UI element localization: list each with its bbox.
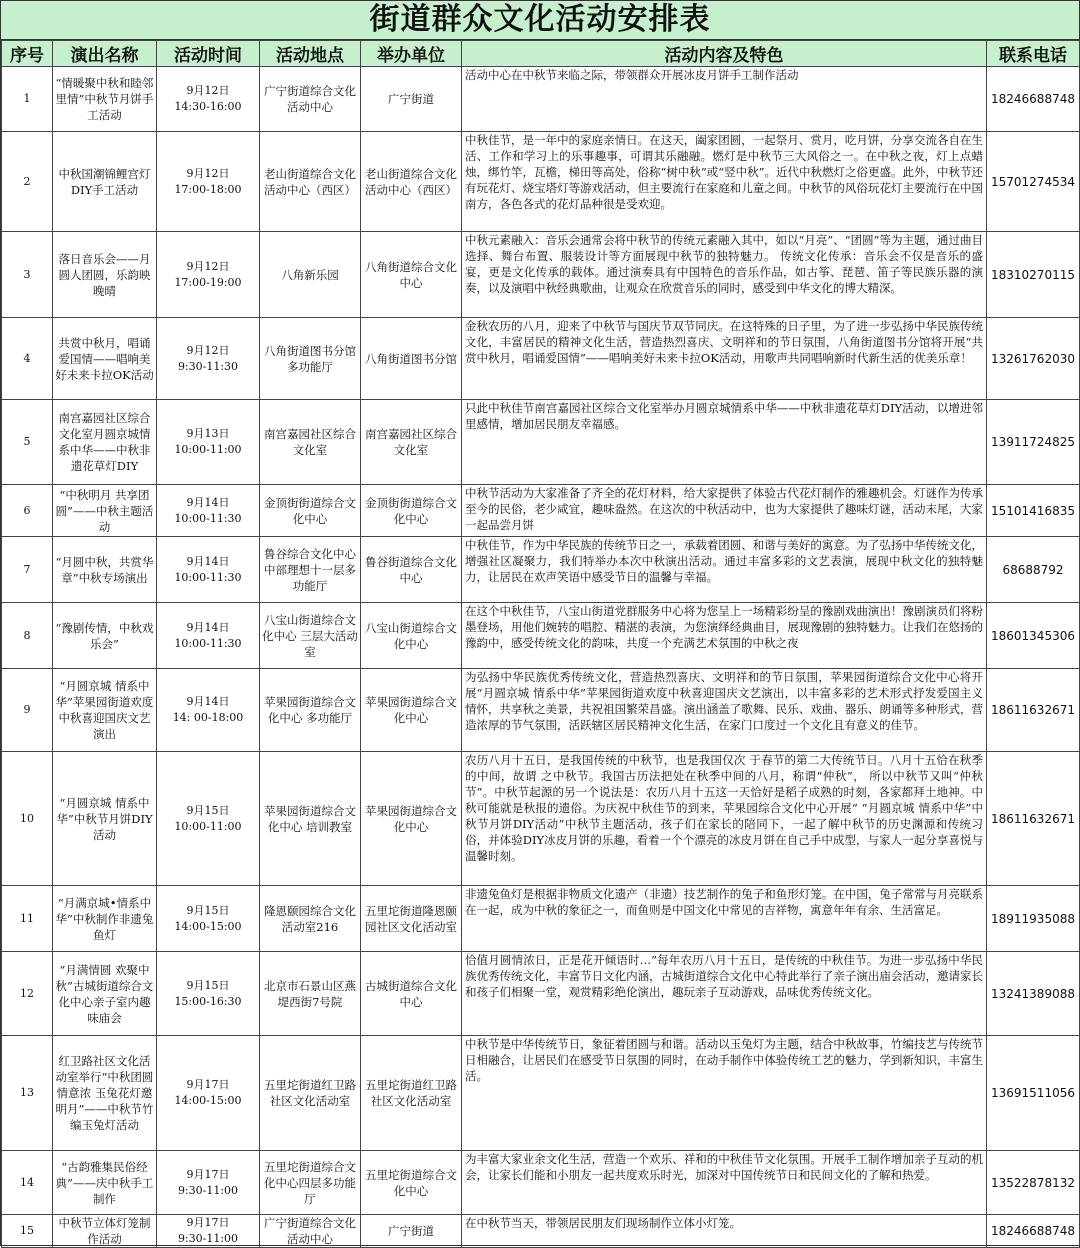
- event-date: 9月14日: [186, 620, 230, 634]
- event-date: 9月12日: [186, 259, 230, 273]
- contact-phone: 13522878132: [987, 1151, 1080, 1215]
- event-date: 9月13日: [186, 427, 230, 440]
- event-time: [157, 132, 260, 232]
- event-place: 鲁谷综合文化中心中部理想十一层多功能厅: [260, 537, 361, 603]
- row-number: 8: [2, 603, 53, 669]
- event-time: [157, 67, 260, 132]
- event-name: 落日音乐会——月圆人团圆，乐韵映晚晴: [53, 232, 157, 318]
- event-description: 非遗兔鱼灯是根据非物质文化遗产（非遗）技艺制作的兔子和鱼形灯笼。在中国，兔子常常与月亮联系在一起，成为中秋的象征之一，而鱼则是中国文化中常见的吉祥物，寓意年年有余、生活富足。: [462, 886, 987, 952]
- event-organizer: 南宫嘉园社区综合文化室: [361, 400, 462, 485]
- row-number: 4: [2, 318, 53, 400]
- event-place: 八角新乐园: [260, 232, 361, 318]
- header-name: 演出名称: [53, 41, 157, 67]
- event-name: “月圆中秋，共赏华章”中秋专场演出: [53, 537, 157, 603]
- sheet-title: 街道群众文化活动安排表: [1, 1, 1079, 40]
- contact-phone: 18246688748: [987, 67, 1080, 132]
- event-date: 9月17日: [186, 1216, 230, 1229]
- event-hours: 14:00-15:00: [174, 919, 242, 933]
- row-number: 3: [2, 232, 53, 318]
- event-time: [157, 537, 260, 603]
- event-hours: 9:30-11:00: [177, 1232, 239, 1245]
- event-organizer: 苹果园街道综合文化中心: [361, 669, 462, 752]
- event-organizer: 八角街道综合文化中心: [361, 232, 462, 318]
- contact-phone: 18611632671: [987, 669, 1080, 752]
- event-name: “月满情圆 欢聚中秋”古城街道综合文化中心亲子室内趣味庙会: [53, 952, 157, 1036]
- event-place: 南宫嘉园社区综合文化室: [260, 400, 361, 485]
- table-row: [2, 1151, 1080, 1215]
- event-description: 恰值月圆情浓日，正是花开倾语时…”每年农历八月十五日，是传统的中秋佳节。为进一步弘扬中华民族优秀传统文化，丰富节日文化内涵，古城街道综合文化中心特此举行了亲子演出庙会活动，邀请家长和孩子们相聚一堂，观赏精彩绝伦演出，趣玩亲子互动游戏，品味优秀传统文化。: [462, 952, 987, 1036]
- header-desc: 活动内容及特色: [462, 41, 987, 67]
- row-number: 9: [2, 669, 53, 752]
- event-hours: 10:00-11:30: [174, 636, 242, 650]
- event-place: 老山街道综合文化活动中心（西区）: [260, 132, 361, 232]
- event-description: 活动中心在中秋节来临之际，带领群众开展冰皮月饼手工制作活动: [462, 67, 987, 132]
- contact-phone: 68688792: [987, 537, 1080, 603]
- event-organizer: 广宁街道: [361, 1215, 462, 1248]
- event-date: 9月15日: [186, 803, 230, 817]
- table-row: [2, 669, 1080, 752]
- event-hours: 10:00-11:00: [174, 819, 242, 833]
- table-row: [2, 1215, 1080, 1248]
- row-number: 6: [2, 485, 53, 537]
- row-number: 11: [2, 886, 53, 952]
- event-hours: 14:30-16:00: [174, 100, 242, 113]
- event-name: 南宫嘉园社区综合文化室月圆京城情系中华——中秋非遗花草灯DIY: [53, 400, 157, 485]
- event-date: 9月15日: [186, 978, 230, 992]
- table-row: [2, 952, 1080, 1036]
- event-place: 金顶街街道综合文化中心: [260, 485, 361, 537]
- row-number: 10: [2, 752, 53, 886]
- event-description: 金秋农历的八月，迎来了中秋节与国庆节双节同庆。在这特殊的日子里，为了进一步弘扬中华民族传统文化，丰富居民的精神文化生活，营造热烈喜庆、文明祥和的节日氛围，八角街道图书分馆将开展“共赏中秋月，唱诵爱国情”——唱响美好未来卡拉OK活动，用歌声共同唱响新时代新生活的优美乐章！: [462, 318, 987, 400]
- contact-phone: 18246688748: [987, 1215, 1080, 1248]
- table-row: [2, 752, 1080, 886]
- event-hours: 9:30-11:00: [177, 1183, 239, 1197]
- event-description: 中秋元素融入：音乐会通常会将中秋节的传统元素融入其中，如以“月亮”、“团圆”等为主题，通过曲目选择、舞台布置、服装设计等方面展现中秋节的独特魅力。 传统文化传承：音乐会不仅是音乐的盛宴，更是文化传承的载体。通过演奏具有中国特色的音乐作品，如古筝、琵琶、笛子等民族乐器的演奏，以及演唱中秋经典歌曲，让观众在欣赏音乐的同时，感受到中华文化的博大精深。: [462, 232, 987, 318]
- table-row: [2, 318, 1080, 400]
- event-organizer: 苹果园街道综合文化中心: [361, 752, 462, 886]
- contact-phone: 13911724825: [987, 400, 1080, 485]
- table-row: [2, 537, 1080, 603]
- event-organizer: 古城街道综合文化中心: [361, 952, 462, 1036]
- header-tel: 联系电话: [987, 41, 1080, 67]
- event-description: 中秋节活动为大家准备了齐全的花灯材料，给大家提供了体验古代花灯制作的雅趣机会。灯谜作为传承至今的民俗，老少咸宜，趣味盎然。在这次的中秋活动中，也为大家提供了趣味灯谜，活动末尾，大家一起品尝月饼: [462, 485, 987, 537]
- event-time: [157, 603, 260, 669]
- table-row: [2, 132, 1080, 232]
- header-no: 序号: [2, 41, 53, 67]
- event-organizer: 八宝山街道综合文化中心: [361, 603, 462, 669]
- table-row: [2, 603, 1080, 669]
- event-name: 中秋节立体灯笼制作活动: [53, 1215, 157, 1248]
- table-row: [2, 485, 1080, 537]
- event-organizer: 五里坨街道红卫路社区文化活动室: [361, 1036, 462, 1151]
- event-time: [157, 669, 260, 752]
- event-description: 在这个中秋佳节，八宝山街道党群服务中心将为您呈上一场精彩纷呈的豫剧戏曲演出！豫剧演员们将粉墨登场，用他们婉转的唱腔、精湛的表演，为您演绎经典曲目，展现豫剧的独特魅力。让我们在悠扬的豫韵中，感受传统文化的韵味，共度一个充满艺术氛围的中秋之夜: [462, 603, 987, 669]
- event-place: 苹果园街道综合文化中心 多功能厅: [260, 669, 361, 752]
- row-number: 7: [2, 537, 53, 603]
- event-place: 五里坨街道综合文化中心四层多功能厅: [260, 1151, 361, 1215]
- event-place: 北京市石景山区燕堤西街7号院: [260, 952, 361, 1036]
- event-hours: 10:00-11:30: [174, 570, 242, 584]
- contact-phone: 15101416835: [987, 485, 1080, 537]
- event-date: 9月14日: [186, 695, 230, 708]
- contact-phone: 18611632671: [987, 752, 1080, 886]
- contact-phone: 13241389088: [987, 952, 1080, 1036]
- table-row: [2, 67, 1080, 132]
- event-description: 农历八月十五日，是我国传统的中秋节，也是我国仅次 于春节的第二大传统节日。八月十五恰在秋季的中间，故谓 之中秋节。我国古历法把处在秋季中间的八月，称谓“仲秋”， 所以中秋节又叫“仲秋节”。中秋节起源的另一个说法是：农历八月十五这一天恰好是稻子成熟的时刻，各家都拜土地神。中秋可能就是秋报的遗俗。为庆祝中秋佳节的到来，苹果园综合文化中心开展“ “月圆京城 情系中华”中秋节月饼DIY活动”中秋节主题活动，孩子们在家长的陪同下，一起了解中秋节的历史渊源和传统习俗，并体验DIY冰皮月饼的乐趣，看着一个个漂亮的冰皮月饼在自己手中成型，与家人一起分享喜悦与温馨时刻。: [462, 752, 987, 886]
- event-description: 只此中秋佳节南宫嘉园社区综合文化室举办月圆京城情系中华——中秋非遗花草灯DIY活动，以增进邻里感情，增加居民朋友幸福感。: [462, 400, 987, 485]
- event-time: [157, 1151, 260, 1215]
- event-hours: 15:00-16:30: [174, 994, 242, 1008]
- contact-phone: 15701274534: [987, 132, 1080, 232]
- contact-phone: 18911935088: [987, 886, 1080, 952]
- event-organizer: 老山街道综合文化活动中心（西区）: [361, 132, 462, 232]
- event-place: 八角街道图书分馆 多功能厅: [260, 318, 361, 400]
- row-number: 2: [2, 132, 53, 232]
- schedule-table: [1, 40, 1080, 1248]
- event-time: [157, 232, 260, 318]
- event-organizer: 五里坨街道综合文化中心: [361, 1151, 462, 1215]
- event-date: 9月12日: [186, 343, 230, 357]
- event-place: 广宁街道综合文化活动中心: [260, 1215, 361, 1248]
- event-description: 为弘扬中华民族优秀传统文化，营造热烈喜庆、文明祥和的节日氛围，苹果园街道综合文化中心将开展“月圆京城 情系中华”苹果园街道欢度中秋喜迎国庆文艺演出，以丰富多彩的艺术形式抒发爱国主义情怀，共享秋之美景，共祝祖国繁荣昌盛。演出涵盖了歌舞、民乐、戏曲、器乐、朗诵等多种形式，营造浓厚的节气氛围，活跃辖区居民精神文化生活，在家门口度过一个文化且有意义的佳节。: [462, 669, 987, 752]
- event-description: 为丰富大家业余文化生活，营造一个欢乐、祥和的中秋佳节文化氛围。开展手工制作增加亲子互动的机会，让家长们能和小朋友一起共度欢乐时光，加深对中国传统节日和民间文化的了解和热爱。: [462, 1151, 987, 1215]
- event-name: 红卫路社区文化活动室举行“中秋团圆情意浓 玉兔花灯邀明月”——中秋节竹编玉兔灯活动: [53, 1036, 157, 1151]
- event-organizer: 金顶街街道综合文化中心: [361, 485, 462, 537]
- event-place: 八宝山街道综合文化中心 三层大活动室: [260, 603, 361, 669]
- event-place: 苹果园街道综合文化中心 培训教室: [260, 752, 361, 886]
- event-name: “情暖聚中秋和睦邻里情”中秋节月饼手工活动: [53, 67, 157, 132]
- event-place: 五里坨街道红卫路社区文化活动室: [260, 1036, 361, 1151]
- event-time: [157, 485, 260, 537]
- event-time: [157, 318, 260, 400]
- table-row: [2, 400, 1080, 485]
- event-date: 9月12日: [186, 166, 230, 180]
- event-date: 9月12日: [186, 84, 230, 97]
- event-organizer: 广宁街道: [361, 67, 462, 132]
- event-description: 中秋佳节，作为中华民族的传统节日之一，承载着团圆、和谐与美好的寓意。为了弘扬中华传统文化，增强社区凝聚力，我们特举办本次中秋演出活动。通过丰富多彩的文艺表演，展现中秋文化的独特魅力，让居民在欢声笑语中感受节日的温馨与幸福。: [462, 537, 987, 603]
- contact-phone: 13691511056: [987, 1036, 1080, 1151]
- event-name: “豫剧传情，中秋戏乐会”: [53, 603, 157, 669]
- row-number: 1: [2, 67, 53, 132]
- table-body: [2, 67, 1080, 1248]
- event-organizer: 鲁谷街道综合文化中心: [361, 537, 462, 603]
- table-row: [2, 886, 1080, 952]
- table-row: [2, 232, 1080, 318]
- event-name: “中秋明月 共享团圆”——中秋主题活动: [53, 485, 157, 537]
- header-row: [2, 41, 1080, 67]
- contact-phone: 18601345306: [987, 603, 1080, 669]
- event-hours: 17:00-18:00: [174, 182, 242, 196]
- event-hours: 9:30-11:30: [177, 359, 239, 373]
- event-date: 9月17日: [186, 1167, 230, 1181]
- row-number: 5: [2, 400, 53, 485]
- row-number: 14: [2, 1151, 53, 1215]
- event-time: [157, 952, 260, 1036]
- table-row: [2, 1036, 1080, 1151]
- event-description: 中秋佳节，是一年中的家庭亲情日。在这天，阖家团圆，一起祭月、赏月，吃月饼，分享交流各自在生活、工作和学习上的乐事趣事，可谓其乐融融。燃灯是中秋节三大风俗之一。在中秋之夜，灯上点蜡烛，绑竹竿，瓦檐，梯田等高处，俗称“树中秋”或“竖中秋”。近代中秋燃灯之俗更盛。此外，中秋节还有玩花灯、烧宝塔灯等游戏活动，但主要流行在家庭和儿童之间。中秋节的风俗玩花灯主要流行在中国南方，各色各式的花灯品种很是受欢迎。: [462, 132, 987, 232]
- event-place: 隆恩颐园综合文化活动室216: [260, 886, 361, 952]
- event-date: 9月14日: [186, 554, 230, 568]
- header-place: 活动地点: [260, 41, 361, 67]
- event-name: “月满京城•情系中华”中秋制作非遗兔鱼灯: [53, 886, 157, 952]
- event-hours: 10:00-11:30: [174, 511, 242, 525]
- event-date: 9月17日: [186, 1078, 230, 1091]
- event-time: [157, 1215, 260, 1248]
- event-name: “古韵雅集民俗经典”——庆中秋手工制作: [53, 1151, 157, 1215]
- event-description: 在中秋节当天，带领居民朋友们现场制作立体小灯笼。: [462, 1215, 987, 1248]
- event-name: 共赏中秋月，唱诵爱国情——唱响美好未来卡拉OK活动: [53, 318, 157, 400]
- event-time: [157, 886, 260, 952]
- event-place: 广宁街道综合文化活动中心: [260, 67, 361, 132]
- event-name: “月圆京城 情系中华”苹果园街道欢度中秋喜迎国庆文艺演出: [53, 669, 157, 752]
- event-description: 中秋节是中华传统节日，象征着团圆与和谐。活动以玉兔灯为主题，结合中秋故事，竹编技艺与传统节日相融合，让居民们在感受节日氛围的同时，在动手制作中体验传统工艺的魅力，学到新知识，丰富生活。: [462, 1036, 987, 1151]
- contact-phone: 13261762030: [987, 318, 1080, 400]
- event-time: [157, 400, 260, 485]
- event-time: [157, 1036, 260, 1151]
- row-number: 13: [2, 1036, 53, 1151]
- header-time: 活动时间: [157, 41, 260, 67]
- event-time: [157, 752, 260, 886]
- event-hours: 14:00-15:00: [174, 1094, 242, 1107]
- header-org: 举办单位: [361, 41, 462, 67]
- event-organizer: 八角街道图书分馆: [361, 318, 462, 400]
- row-number: 12: [2, 952, 53, 1036]
- event-date: 9月15日: [186, 903, 230, 917]
- contact-phone: 18310270115: [987, 232, 1080, 318]
- event-hours: 10:00-11:00: [174, 443, 242, 456]
- event-name: 中秋国潮锦鲤宫灯DIY手工活动: [53, 132, 157, 232]
- row-number: 15: [2, 1215, 53, 1248]
- event-organizer: 五里坨街道隆恩颐园社区文化活动室: [361, 886, 462, 952]
- event-date: 9月14日: [186, 495, 230, 509]
- event-name: “月圆京城 情系中华”中秋节月饼DIY活动: [53, 752, 157, 886]
- event-hours: 14: 00-18:00: [172, 711, 244, 724]
- event-hours: 17:00-19:00: [174, 275, 242, 289]
